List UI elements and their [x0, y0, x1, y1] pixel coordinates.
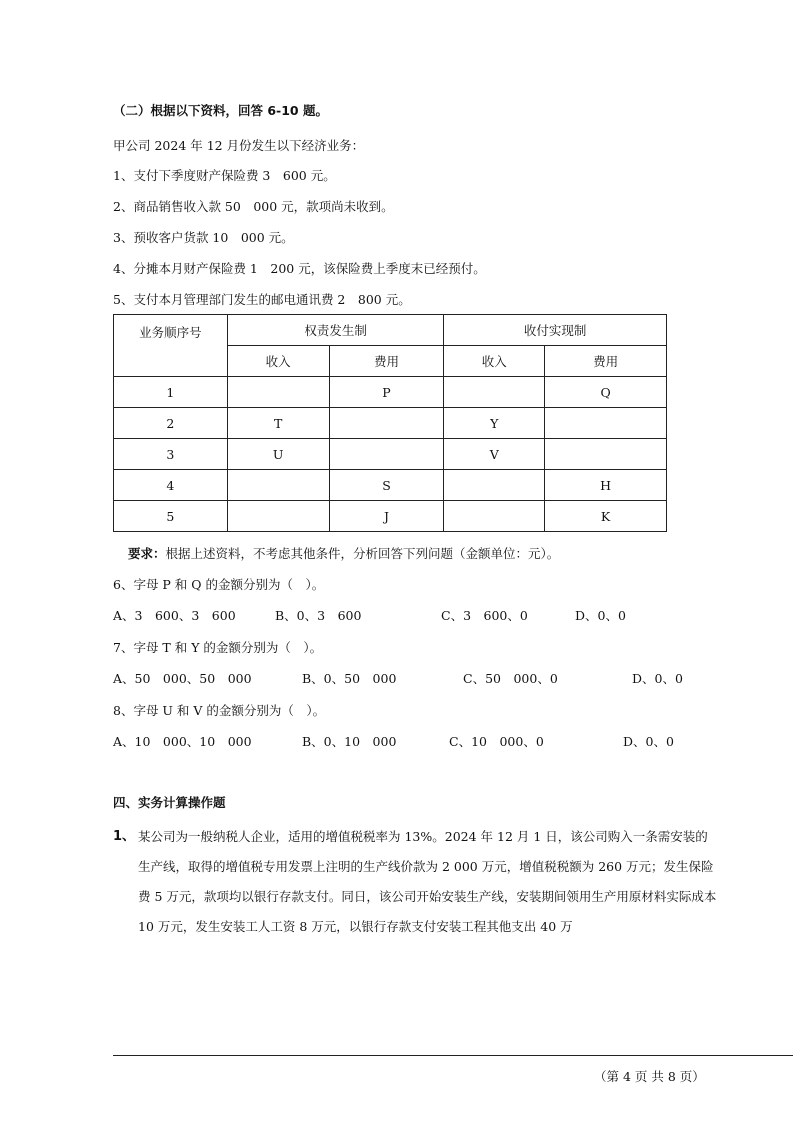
cell-cash-expense: K [545, 501, 667, 532]
question-7-stem: 7、字母 T 和 Y 的金额分别为（ ）。 [113, 640, 323, 655]
question-8-option-a: A、10 000、10 000 [113, 734, 252, 749]
question-7-option-c: C、50 000、0 [463, 671, 558, 686]
question-7-option-d: D、0、0 [632, 671, 683, 686]
intro-text: 甲公司 2024 年 12 月份发生以下经济业务： [113, 138, 365, 153]
cell-cash-income [444, 377, 545, 408]
cell-accrual-income [227, 501, 329, 532]
cell-cash-income [444, 470, 545, 501]
cell-seq: 1 [114, 377, 228, 408]
subheader-accrual-income: 收入 [227, 346, 329, 377]
cell-accrual-expense: J [329, 501, 444, 532]
cell-accrual-income [227, 470, 329, 501]
question-1-number: 1、 [113, 829, 136, 844]
question-8-option-d: D、0、0 [623, 734, 674, 749]
cell-cash-expense: Q [545, 377, 667, 408]
question-6-option-c: C、3 600、0 [441, 608, 528, 623]
table-row [114, 501, 667, 532]
table-row [114, 439, 667, 470]
section-heading: （二）根据以下资料，回答 6-10 题。 [113, 103, 328, 118]
table-header-row [114, 315, 667, 346]
cell-seq: 4 [114, 470, 228, 501]
cell-accrual-income: T [227, 408, 329, 439]
cell-cash-expense: H [545, 470, 667, 501]
business-item-5: 5、支付本月管理部门发生的邮电通讯费 2 800 元。 [113, 292, 411, 307]
requirement-label: 要求： [128, 546, 166, 561]
question-1-text: 某公司为一般纳税人企业，适用的增值税税率为 13%。2024 年 12 月 1 日，该公司购入一条需安装的生产线，取得的增值税专用发票上注明的生产线价款为 2 000 万元，增值税税额为 260 万元；发生保险费 5 万元，款项均以银行存款支付。同日，该公司开始安装生产线，安装期间领用生产用原材料实际成本 10 万元，发生安装工人工资 8 万元，以银行存款支付安装工程其他支出 40 万 [138, 829, 717, 934]
accounting-table [113, 314, 667, 532]
cell-seq: 3 [114, 439, 228, 470]
table-row [114, 470, 667, 501]
question-6-stem: 6、字母 P 和 Q 的金额分别为（ ）。 [113, 577, 325, 592]
cell-cash-income [444, 501, 545, 532]
requirement [128, 546, 559, 562]
subheader-accrual-expense: 费用 [329, 346, 444, 377]
cell-accrual-income [227, 377, 329, 408]
cell-cash-expense [545, 408, 667, 439]
cell-cash-income: V [444, 439, 545, 470]
subheader-cash-income: 收入 [444, 346, 545, 377]
header-accrual: 权责发生制 [227, 315, 444, 346]
page-number: （第 4 页 共 8 页） [594, 1069, 705, 1084]
cell-seq: 5 [114, 501, 228, 532]
question-6-option-d: D、0、0 [575, 608, 626, 623]
question-7-option-b: B、0、50 000 [302, 671, 397, 686]
question-8-option-c: C、10 000、0 [449, 734, 544, 749]
business-item-2: 2、商品销售收入款 50 000 元，款项尚未收到。 [113, 199, 394, 214]
cell-accrual-expense [329, 439, 444, 470]
business-item-1: 1、支付下季度财产保险费 3 600 元。 [113, 168, 336, 183]
cell-seq: 2 [114, 408, 228, 439]
cell-accrual-expense: P [329, 377, 444, 408]
table-row [114, 377, 667, 408]
footer-divider [113, 1055, 793, 1056]
cell-accrual-expense: S [329, 470, 444, 501]
business-item-3: 3、预收客户货款 10 000 元。 [113, 230, 294, 245]
cell-accrual-income: U [227, 439, 329, 470]
subheader-cash-expense: 费用 [545, 346, 667, 377]
section-4-heading: 四、实务计算操作题 [113, 795, 226, 810]
question-6-option-b: B、0、3 600 [275, 608, 362, 623]
table-row [114, 408, 667, 439]
header-seq: 业务顺序号 [114, 315, 228, 377]
cell-accrual-expense [329, 408, 444, 439]
requirement-text: 根据上述资料，不考虑其他条件，分析回答下列问题（金额单位：元）。 [165, 546, 560, 561]
question-6-option-a: A、3 600、3 600 [113, 608, 236, 623]
cell-cash-expense [545, 439, 667, 470]
question-8-option-b: B、0、10 000 [302, 734, 397, 749]
question-7-option-a: A、50 000、50 000 [113, 671, 252, 686]
header-cash: 收付实现制 [444, 315, 667, 346]
cell-cash-income: Y [444, 408, 545, 439]
business-item-4: 4、分摊本月财产保险费 1 200 元，该保险费上季度末已经预付。 [113, 261, 486, 276]
question-8-stem: 8、字母 U 和 V 的金额分别为（ ）。 [113, 703, 326, 718]
